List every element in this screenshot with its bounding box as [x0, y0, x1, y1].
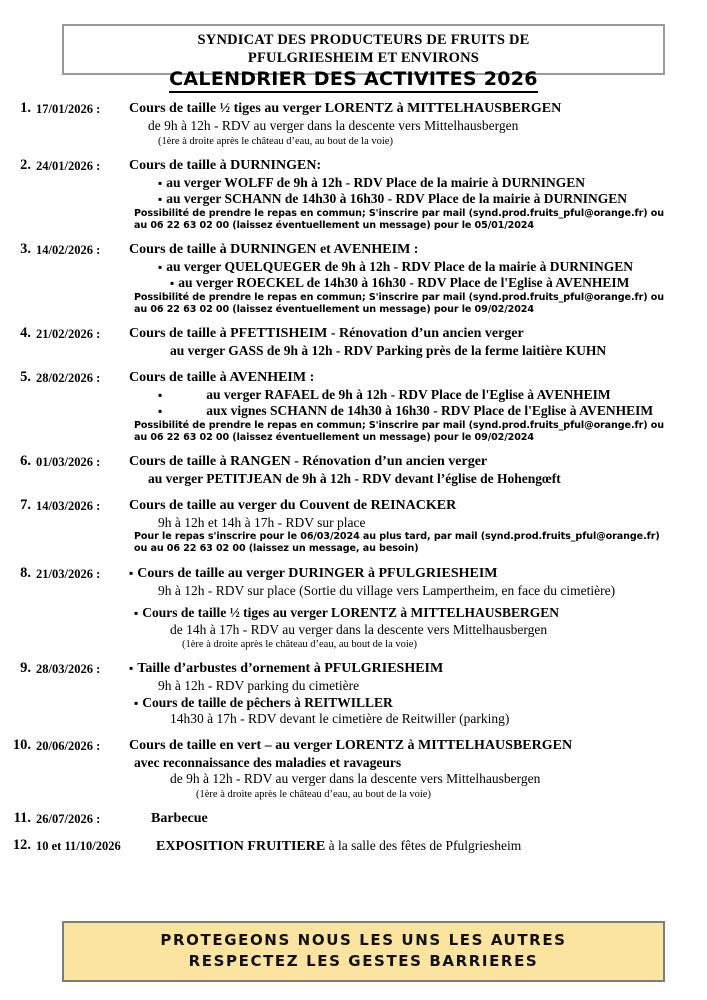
activity-detail-line: (1ère à droite après le château d’eau, au bout de la voie) [158, 135, 393, 147]
activity-detail-lines [134, 343, 707, 360]
activity-item [0, 369, 707, 444]
activity-item [0, 660, 707, 728]
activity-number: 7. [20, 496, 31, 513]
activity-item [0, 810, 707, 828]
activity-item [0, 100, 707, 148]
page-title-text: CALENDRIER DES ACTIVITES 2026 [169, 68, 538, 93]
activity-title-text: Cours de taille en vert – au verger LORENTZ à MITTELHAUSBERGEN [129, 737, 573, 753]
activity-detail-line: ▪ au verger WOLFF de 9h à 12h - RDV Place de la mairie à DURNINGEN [134, 175, 707, 192]
activity-date: 28/02/2026 : [36, 370, 101, 385]
activity-title-text: Barbecue [151, 810, 208, 826]
activity-title [129, 157, 707, 174]
activity-detail-line: Possibilité de prendre le repas en commun; S'inscrire par mail (synd.prod.fruits_pful@orange.fr) ou [134, 291, 664, 303]
activity-detail-line: 9h à 12h - RDV sur place (Sortie du village vers Lampertheim, en face du cimetière) [158, 582, 616, 598]
activity-detail-line: (1ère à droite après le château d’eau, au bout de la voie) [196, 788, 431, 800]
activity-detail-line: au 06 22 63 02 00 (laissez éventuellement un message) pour le 05/01/2024 [134, 219, 534, 231]
activity-item-header [0, 157, 707, 175]
activity-date: 24/01/2026 : [36, 158, 101, 173]
activity-detail-lines [134, 118, 707, 148]
activity-item-header [0, 837, 707, 855]
activity-detail-line: Possibilité de prendre le repas en commun; S'inscrire par mail (synd.prod.fruits_pful@orange.fr) ou [134, 207, 664, 219]
activity-number: 2. [20, 156, 31, 173]
activity-title [129, 241, 707, 258]
activity-date: 17/01/2026 : [36, 102, 101, 116]
activity-detail-line: 9h à 12h - RDV parking du cimetière [158, 678, 360, 694]
activity-item [0, 837, 707, 855]
activity-detail-line: au verger GASS de 9h à 12h - RDV Parking près de la ferme laitière KUHN [170, 343, 607, 359]
activity-title [129, 565, 707, 582]
activity-number: 6. [20, 453, 31, 470]
activity-item-header [0, 453, 707, 471]
activity-detail-line: ▪ au verger RAFAEL de 9h à 12h - RDV Place de l'Eglise à AVENHEIM [134, 387, 707, 404]
activity-item [0, 157, 707, 232]
activity-date: 01/03/2026 : [36, 455, 101, 470]
activity-detail-line: ▪ Cours de taille ½ tiges au verger LORENTZ à MITTELHAUSBERGEN [134, 605, 707, 622]
activity-item [0, 565, 707, 652]
activity-detail-lines [134, 583, 707, 652]
activity-title [129, 737, 707, 754]
safety-message-line-2: RESPECTEZ LES GESTES BARRIERES [188, 952, 539, 970]
safety-message-line-1: PROTEGEONS NOUS LES UNS LES AUTRES [160, 931, 567, 949]
activity-title-suffix: à la salle des fêtes de Pfulgriesheim [325, 837, 522, 853]
activity-title-text: Cours de taille à DURNINGEN et AVENHEIM : [129, 241, 419, 257]
activity-detail-line: ou au 06 22 63 02 00 (laissez un message, au besoin) [134, 543, 419, 555]
activity-detail-lines [134, 755, 707, 801]
activity-date: 14/02/2026 : [36, 242, 101, 257]
activity-item-header [0, 325, 707, 343]
activity-date: 21/03/2026 : [36, 566, 101, 581]
activity-title-text: Cours de taille à DURNINGEN: [129, 157, 322, 173]
activity-item-header [0, 565, 707, 583]
activity-title-text: Cours de taille à RANGEN - Rénovation d’un ancien verger [129, 454, 488, 470]
activity-title [129, 497, 707, 514]
activity-number: 8. [20, 564, 31, 581]
safety-message-box [62, 921, 665, 982]
activity-item-header [0, 241, 707, 259]
activity-detail-line: Possibilité de prendre le repas en commun; S'inscrire par mail (synd.prod.fruits_pful@orange.fr) ou [134, 419, 664, 431]
activity-title-text: Cours de taille ½ tiges au verger LORENTZ à MITTELHAUSBERGEN [129, 101, 562, 116]
activity-detail-lines [134, 515, 707, 556]
activity-detail-lines [134, 471, 707, 488]
page-title [0, 68, 707, 90]
activity-title-text: Taille d’arbustes d’ornement à PFULGRIESHEIM [137, 661, 444, 677]
activity-title-text: Cours de taille au verger du Couvent de REINACKER [129, 497, 457, 513]
activity-number: 12. [12, 836, 31, 853]
activity-detail-lines [134, 259, 707, 316]
activity-detail-line: 14h30 à 17h - RDV devant le cimetière de Reitwiller (parking) [170, 711, 510, 727]
activity-detail-line: ▪ au verger QUELQUEGER de 9h à 12h - RDV Place de la mairie à DURNINGEN [134, 259, 707, 276]
activity-item-header [0, 497, 707, 515]
activity-item-header [0, 810, 707, 828]
activity-detail-line: de 9h à 12h - RDV au verger dans la descente vers Mittelhausbergen [148, 118, 519, 133]
activity-number: 3. [20, 240, 31, 257]
activity-number: 4. [20, 325, 31, 342]
activity-detail-line: ▪ aux vignes SCHANN de 14h30 à 16h30 - RDV Place de l'Eglise à AVENHEIM [134, 403, 707, 420]
activity-detail-lines [134, 387, 707, 444]
org-name-line-2: PFULGRIESHEIM ET ENVIRONS [247, 50, 480, 66]
activity-date: 28/03/2026 : [36, 662, 101, 677]
activity-detail-line: Pour le repas s'inscrire pour le 06/03/2024 au plus tard, par mail (synd.prod.fruits_pful@orange.fr) [134, 531, 660, 543]
activity-title-text: Cours de taille à PFETTISHEIM - Rénovation d’un ancien verger [129, 326, 524, 342]
activity-detail-line: ▪ au verger SCHANN de 14h30 à 16h30 - RDV Place de la mairie à DURNINGEN [134, 191, 707, 208]
activity-item [0, 497, 707, 556]
activity-item [0, 737, 707, 801]
activity-number: 11. [13, 809, 31, 826]
activity-number: 10. [12, 736, 31, 753]
activity-detail-line: au 06 22 63 02 00 (laissez éventuellement un message) pour le 09/02/2024 [134, 432, 534, 444]
activity-detail-line: au 06 22 63 02 00 (laissez éventuellement un message) pour le 09/02/2024 [134, 304, 534, 316]
activity-title [129, 810, 707, 827]
activity-detail-line: 9h à 12h et 14h à 17h - RDV sur place [158, 514, 366, 530]
activity-title-text: Cours de taille au verger DURINGER à PFULGRIESHEIM [137, 565, 498, 581]
activity-title [129, 369, 707, 386]
activity-item-header [0, 737, 707, 755]
activity-title-text: EXPOSITION FRUITIERE [156, 838, 326, 854]
activity-list [0, 100, 707, 864]
activity-detail-lines [134, 678, 707, 728]
activity-title [129, 453, 707, 470]
activity-date: 21/02/2026 : [36, 327, 101, 342]
activity-item [0, 453, 707, 488]
activity-detail-line: de 9h à 12h - RDV au verger dans la descente vers Mittelhausbergen [170, 771, 541, 787]
activity-item [0, 325, 707, 360]
activity-item-header [0, 100, 707, 118]
activity-date: 14/03/2026 : [36, 498, 101, 513]
activity-title-text: Cours de taille à AVENHEIM : [129, 369, 315, 385]
activity-detail-line: au verger PETITJEAN de 9h à 12h - RDV devant l’église de Hohengœft [148, 471, 561, 487]
square-bullet-icon: ▪ [129, 661, 134, 676]
activity-date: 20/06/2026 : [36, 738, 101, 753]
activity-number: 9. [20, 660, 31, 677]
activity-number: 5. [20, 368, 31, 385]
activity-title [156, 837, 707, 855]
activity-detail-line: ▪ au verger ROECKEL de 14h30 à 16h30 - RDV Place de l'Eglise à AVENHEIM [134, 275, 707, 292]
activity-detail-line: (1ère à droite après le château d’eau, au bout de la voie) [182, 639, 417, 651]
activity-detail-line: de 14h à 17h - RDV au verger dans la descente vers Mittelhausbergen [170, 621, 548, 637]
activity-title [129, 325, 707, 342]
activity-title [129, 100, 707, 117]
activity-title [129, 660, 707, 677]
activity-number: 1. [20, 100, 31, 116]
activity-item-header [0, 660, 707, 678]
activity-date: 10 et 11/10/2026 [36, 838, 121, 853]
activity-detail-line: avec reconnaissance des maladies et ravageurs [134, 754, 402, 770]
square-bullet-icon: ▪ [129, 565, 134, 580]
org-name-line-1: SYNDICAT DES PRODUCTEURS DE FRUITS DE [197, 32, 530, 48]
activity-detail-line: ▪ Cours de taille de pêchers à REITWILLER [134, 695, 707, 712]
activity-item-header [0, 369, 707, 387]
activity-date: 26/07/2026 : [36, 811, 101, 826]
activity-item [0, 241, 707, 316]
activity-detail-lines [134, 175, 707, 232]
